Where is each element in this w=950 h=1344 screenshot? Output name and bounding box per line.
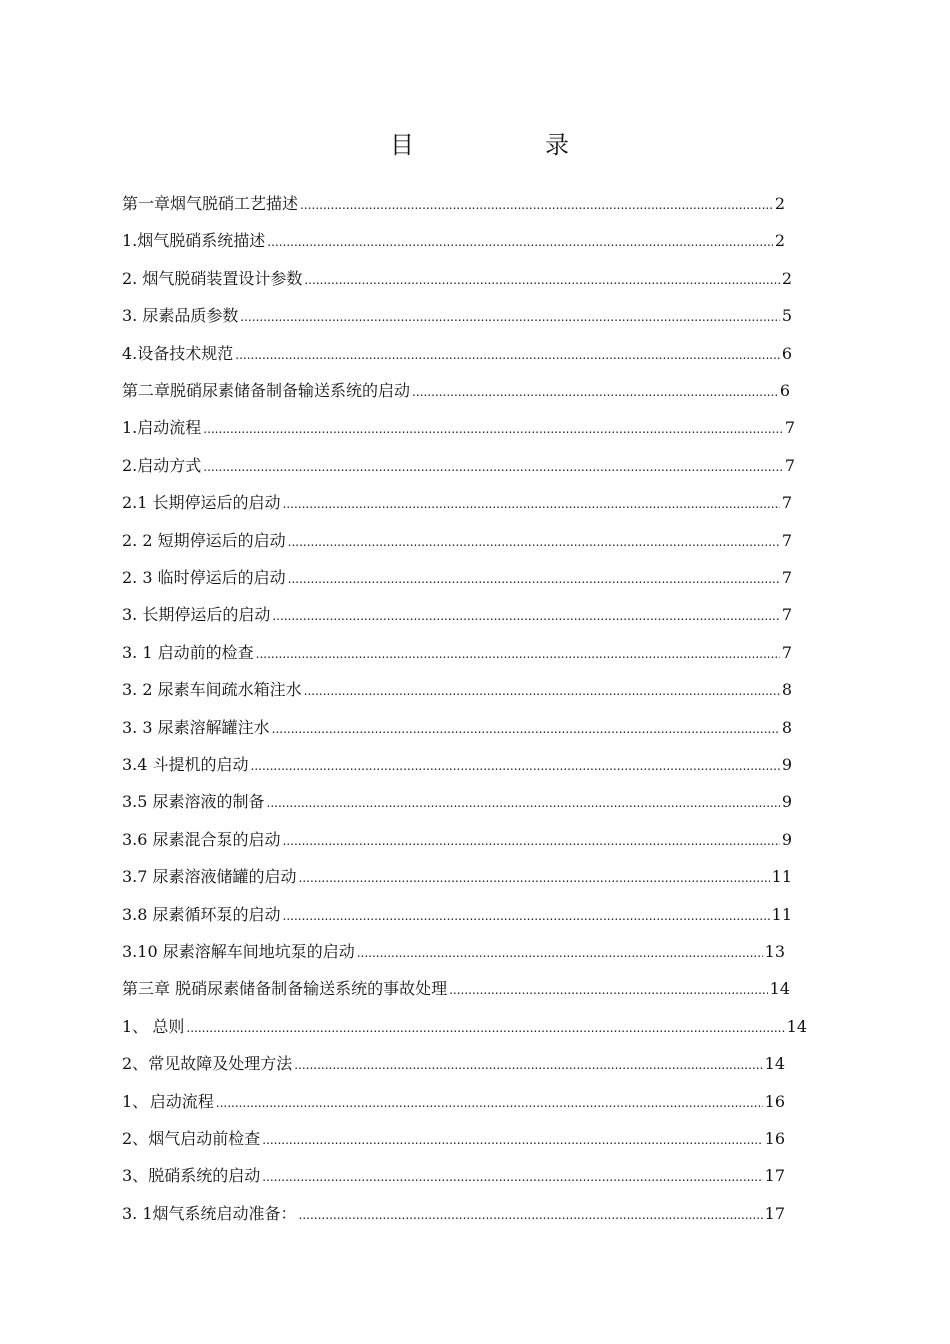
- toc-entry-text: 第三章 脱硝尿素储备制备输送系统的事故处理: [122, 979, 448, 998]
- toc-leader-dots: [186, 1014, 784, 1042]
- toc-page-number: 2: [774, 231, 785, 250]
- toc-entry[interactable]: [122, 1200, 785, 1228]
- toc-leader-dots: [283, 827, 780, 855]
- toc-page-number: 6: [781, 344, 792, 363]
- toc-entry[interactable]: [122, 601, 792, 629]
- toc-leader-dots: [235, 341, 780, 369]
- toc-entry[interactable]: [122, 265, 792, 293]
- toc-entry-text: 3. 尿素品质参数: [122, 306, 239, 325]
- toc-page-number: 7: [784, 418, 795, 437]
- toc-entry-number: 2、: [122, 1129, 149, 1148]
- toc-page-number: 7: [781, 643, 792, 662]
- toc-entry[interactable]: [122, 377, 790, 405]
- toc-page-number: 17: [764, 1204, 785, 1223]
- toc-entry-number: 第一章: [122, 194, 171, 213]
- toc-entry-text: 启动流程: [149, 1092, 214, 1111]
- toc-entry-number: 第二章: [122, 381, 171, 400]
- toc-entry-text: 1.启动流程: [122, 418, 202, 437]
- toc-title: [0, 128, 950, 162]
- toc-entry[interactable]: [122, 1162, 785, 1190]
- toc-page-number: 7: [784, 456, 795, 475]
- toc-leader-dots: [288, 528, 780, 556]
- toc-leader-dots: [272, 715, 780, 743]
- toc-entry[interactable]: [122, 489, 792, 517]
- toc-entry-text: 2. 3 临时停运后的启动: [122, 568, 286, 587]
- toc-entry[interactable]: [122, 1013, 807, 1041]
- toc-entry-text: 常见故障及处理方法: [148, 1054, 293, 1073]
- toc-leader-dots: [203, 453, 783, 481]
- toc-entry[interactable]: [122, 302, 792, 330]
- toc-leader-dots: [299, 864, 770, 892]
- toc-entry[interactable]: [122, 676, 792, 704]
- toc-page-number: 16: [764, 1092, 785, 1111]
- toc-page-number: 9: [781, 755, 792, 774]
- toc-page-number: 7: [781, 531, 792, 550]
- toc-entry-text: 2.启动方式: [122, 456, 202, 475]
- toc-leader-dots: [272, 602, 779, 630]
- toc-entry-text: 3. 3 尿素溶解罐注水: [122, 718, 270, 737]
- toc-leader-dots: [304, 677, 780, 705]
- toc-entry-text: 3.5 尿素溶液的制备: [122, 792, 265, 811]
- toc-page-number: 7: [781, 568, 792, 587]
- toc-entry-text: 3.4 斗提机的启动: [122, 755, 249, 774]
- toc-leader-dots: [449, 976, 768, 1004]
- toc-entry[interactable]: [122, 975, 790, 1003]
- toc-entry-text: 烟气启动前检查: [148, 1129, 261, 1148]
- toc-entry[interactable]: [122, 527, 792, 555]
- toc-entry[interactable]: [122, 863, 792, 891]
- toc-page-number: 5: [781, 306, 792, 325]
- toc-entry[interactable]: [122, 714, 792, 742]
- toc-leader-dots: [357, 939, 763, 967]
- toc-entry-text: 2. 烟气脱硝装置设计参数: [122, 269, 303, 288]
- toc-page-number: 11: [771, 905, 792, 924]
- toc-page-number: 2: [781, 269, 792, 288]
- toc-entry-text: 3.8 尿素循环泵的启动: [122, 905, 281, 924]
- toc-page-number: 8: [781, 680, 792, 699]
- toc-page-number: 16: [764, 1129, 785, 1148]
- toc-entry-text: 3. 1 启动前的检查: [122, 643, 254, 662]
- toc-entry-text: 烟气系统启动准备：: [152, 1204, 297, 1223]
- toc-entry-text: 烟气脱硝工艺描述: [170, 194, 299, 213]
- toc-entry[interactable]: [122, 414, 795, 442]
- toc-entry[interactable]: [122, 1088, 785, 1116]
- toc-entry-text: 3. 2 尿素车间疏水箱注水: [122, 680, 302, 699]
- toc-entry-text: 2.1 长期停运后的启动: [122, 493, 281, 512]
- toc-leader-dots: [300, 191, 773, 219]
- toc-entry-text: 脱硝尿素储备制备输送系统的启动: [170, 381, 411, 400]
- toc-page-number: 11: [771, 867, 792, 886]
- toc-entry[interactable]: [122, 751, 792, 779]
- toc-entry-number: 2、: [122, 1054, 149, 1073]
- toc-leader-dots: [267, 789, 780, 817]
- toc-leader-dots: [288, 565, 780, 593]
- toc-entry-text: 3.6 尿素混合泵的启动: [122, 830, 281, 849]
- toc-page-number: 6: [779, 381, 790, 400]
- toc-entry-text: 1.烟气脱硝系统描述: [122, 231, 266, 250]
- toc-page-number: 2: [774, 194, 785, 213]
- toc-leader-dots: [240, 303, 779, 331]
- toc-entry[interactable]: [122, 1050, 785, 1078]
- toc-leader-dots: [294, 1051, 762, 1079]
- toc-page-number: 14: [769, 979, 790, 998]
- toc-entry-text: 2. 2 短期停运后的启动: [122, 531, 286, 550]
- toc-entry[interactable]: [122, 564, 792, 592]
- toc-leader-dots: [283, 490, 780, 518]
- toc-entry[interactable]: [122, 938, 785, 966]
- toc-entry[interactable]: [122, 452, 795, 480]
- toc-leader-dots: [412, 378, 778, 406]
- toc-entry[interactable]: [122, 340, 792, 368]
- toc-entry-text: 脱硝系统的启动: [148, 1166, 261, 1185]
- toc-leader-dots: [203, 415, 783, 443]
- toc-entry[interactable]: [122, 1125, 785, 1153]
- toc-entry-text: 4.设备技术规范: [122, 344, 234, 363]
- toc-page-number: 8: [781, 718, 792, 737]
- toc-entry[interactable]: [122, 639, 792, 667]
- toc-leader-dots: [251, 752, 780, 780]
- toc-leader-dots: [304, 266, 779, 294]
- toc-entry-text: 3.7 尿素溶液储罐的启动: [122, 867, 297, 886]
- toc-entry-text: 3. 长期停运后的启动: [122, 605, 271, 624]
- toc-entry[interactable]: [122, 788, 792, 816]
- toc-entry-number: 1、: [122, 1017, 149, 1036]
- toc-leader-dots: [262, 1163, 762, 1191]
- toc-leader-dots: [216, 1089, 763, 1117]
- toc-entry-number: 3、: [122, 1166, 149, 1185]
- toc-entry[interactable]: [122, 826, 792, 854]
- toc-leader-dots: [283, 902, 770, 930]
- toc-title-char-1: 目: [390, 131, 414, 159]
- toc-page-number: 14: [786, 1017, 807, 1036]
- toc-leader-dots: [262, 1126, 762, 1154]
- toc-title-char-2: 录: [545, 131, 569, 159]
- toc-page-number: 9: [781, 830, 792, 849]
- toc-entry-number: 1、: [122, 1092, 149, 1111]
- toc-entry[interactable]: [122, 227, 785, 255]
- toc-entry[interactable]: [122, 190, 785, 218]
- toc-page-number: 17: [764, 1166, 785, 1185]
- toc-page-number: 14: [764, 1054, 785, 1073]
- toc-page-number: 7: [781, 605, 792, 624]
- toc-page-number: 7: [781, 493, 792, 512]
- toc-entry-text: 总则: [152, 1017, 185, 1036]
- toc-page-number: 13: [764, 942, 785, 961]
- toc-leader-dots: [299, 1201, 763, 1229]
- toc-entry-number: 3. 1: [122, 1204, 153, 1223]
- toc-entry-text: 3.10 尿素溶解车间地坑泵的启动: [122, 942, 355, 961]
- toc-page-number: 9: [781, 792, 792, 811]
- toc-leader-dots: [267, 228, 773, 256]
- toc-leader-dots: [256, 640, 780, 668]
- toc-entry[interactable]: [122, 901, 792, 929]
